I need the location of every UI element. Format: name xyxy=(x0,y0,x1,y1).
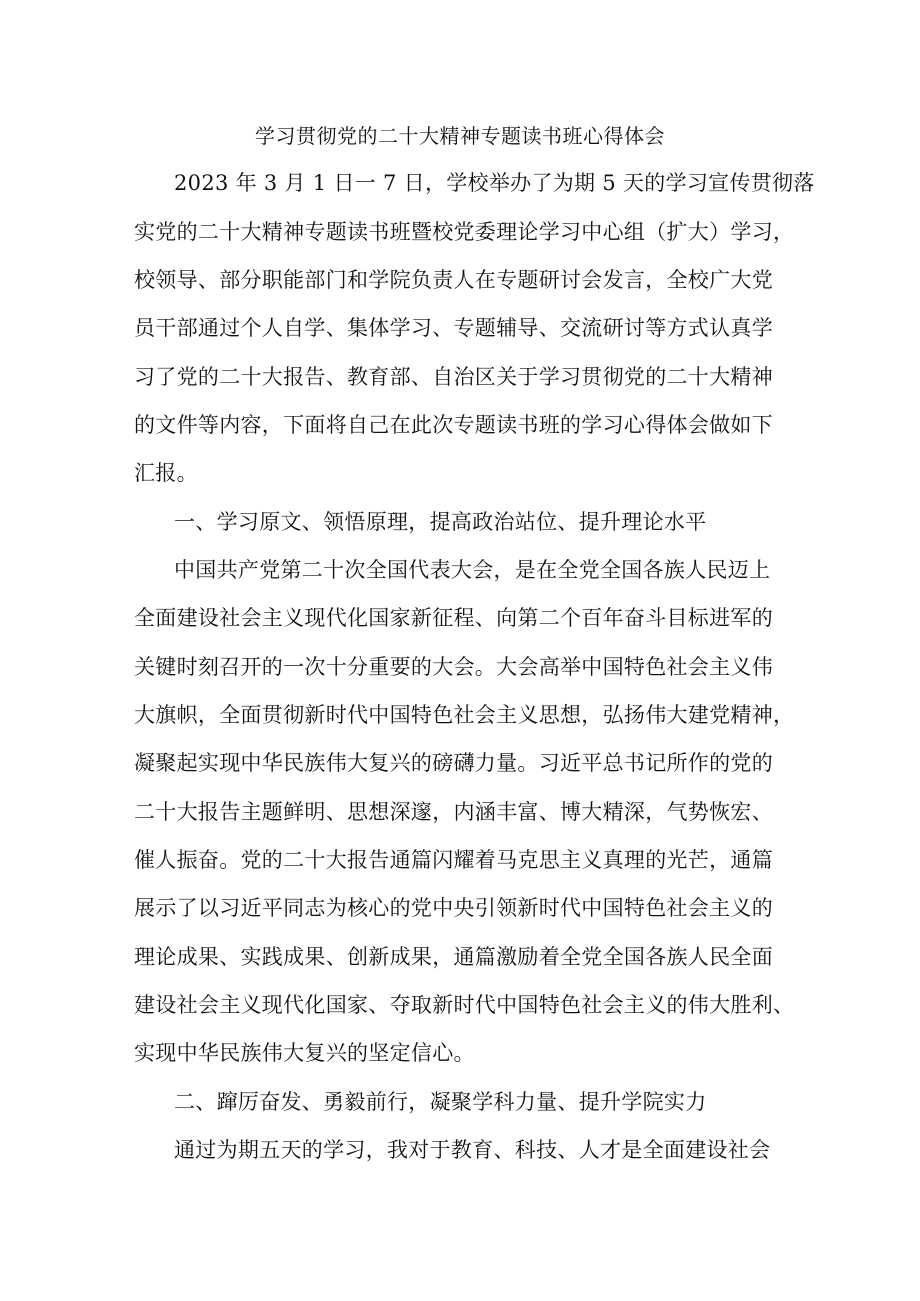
section1-line: 理论成果、实践成果、创新成果，通篇激励着全党全国各族人民全面 xyxy=(134,945,773,969)
intro-line: 员干部通过个人自学、集体学习、专题辅导、交流研讨等方式认真学 xyxy=(134,316,773,340)
section1-line: 大旗帜，全面贯彻新时代中国特色社会主义思想，弘扬伟大建党精神， xyxy=(134,703,795,727)
intro-line: 的文件等内容，下面将自己在此次专题读书班的学习心得体会做如下 xyxy=(134,413,773,437)
section1-line: 全面建设社会主义现代化国家新征程、向第二个百年奋斗目标进军的 xyxy=(134,606,773,630)
section1-line: 关键时刻召开的一次十分重要的大会。大会高举中国特色社会主义伟 xyxy=(134,655,773,679)
section1-line: 中国共产党第二十次全国代表大会，是在全党全国各族人民迈上 xyxy=(174,558,771,582)
section1-line: 催人振奋。党的二十大报告通篇闪耀着马克思主义真理的光芒，通篇 xyxy=(134,848,773,872)
intro-line: 校领导、部分职能部门和学院负责人在专题研讨会发言，全校广大党 xyxy=(134,268,773,292)
section1-line: 建设社会主义现代化国家、夺取新时代中国特色社会主义的伟大胜利、 xyxy=(134,993,795,1017)
intro-line: 汇报。 xyxy=(134,461,198,485)
section-heading-1: 一、学习原文、领悟原理，提高政治站位、提升理论水平 xyxy=(174,510,707,534)
section1-line: 展示了以习近平同志为核心的党中央引领新时代中国特色社会主义的 xyxy=(134,896,773,920)
intro-line: 实党的二十大精神专题读书班暨校党委理论学习中心组（扩大）学习， xyxy=(134,220,795,244)
section2-line: 通过为期五天的学习，我对于教育、科技、人才是全面建设社会 xyxy=(174,1138,771,1162)
document-title: 学习贯彻党的二十大精神专题读书班心得体会 xyxy=(255,124,665,148)
section1-line: 二十大报告主题鲜明、思想深邃，内涵丰富、博大精深，气势恢宏、 xyxy=(134,800,773,824)
section1-line: 实现中华民族伟大复兴的坚定信心。 xyxy=(134,1041,475,1065)
section-heading-2: 二、蹿厉奋发、勇毅前行，凝聚学科力量、提升学院实力 xyxy=(174,1090,707,1114)
intro-line: 2023 年 3 月 1 日一 7 日，学校举办了为期 5 天的学习宣传贯彻落 xyxy=(174,171,815,195)
intro-line: 习了党的二十大报告、教育部、自治区关于学习贯彻党的二十大精神 xyxy=(134,365,773,389)
section1-line: 凝聚起实现中华民族伟大复兴的磅礴力量。习近平总书记所作的党的 xyxy=(134,751,773,775)
